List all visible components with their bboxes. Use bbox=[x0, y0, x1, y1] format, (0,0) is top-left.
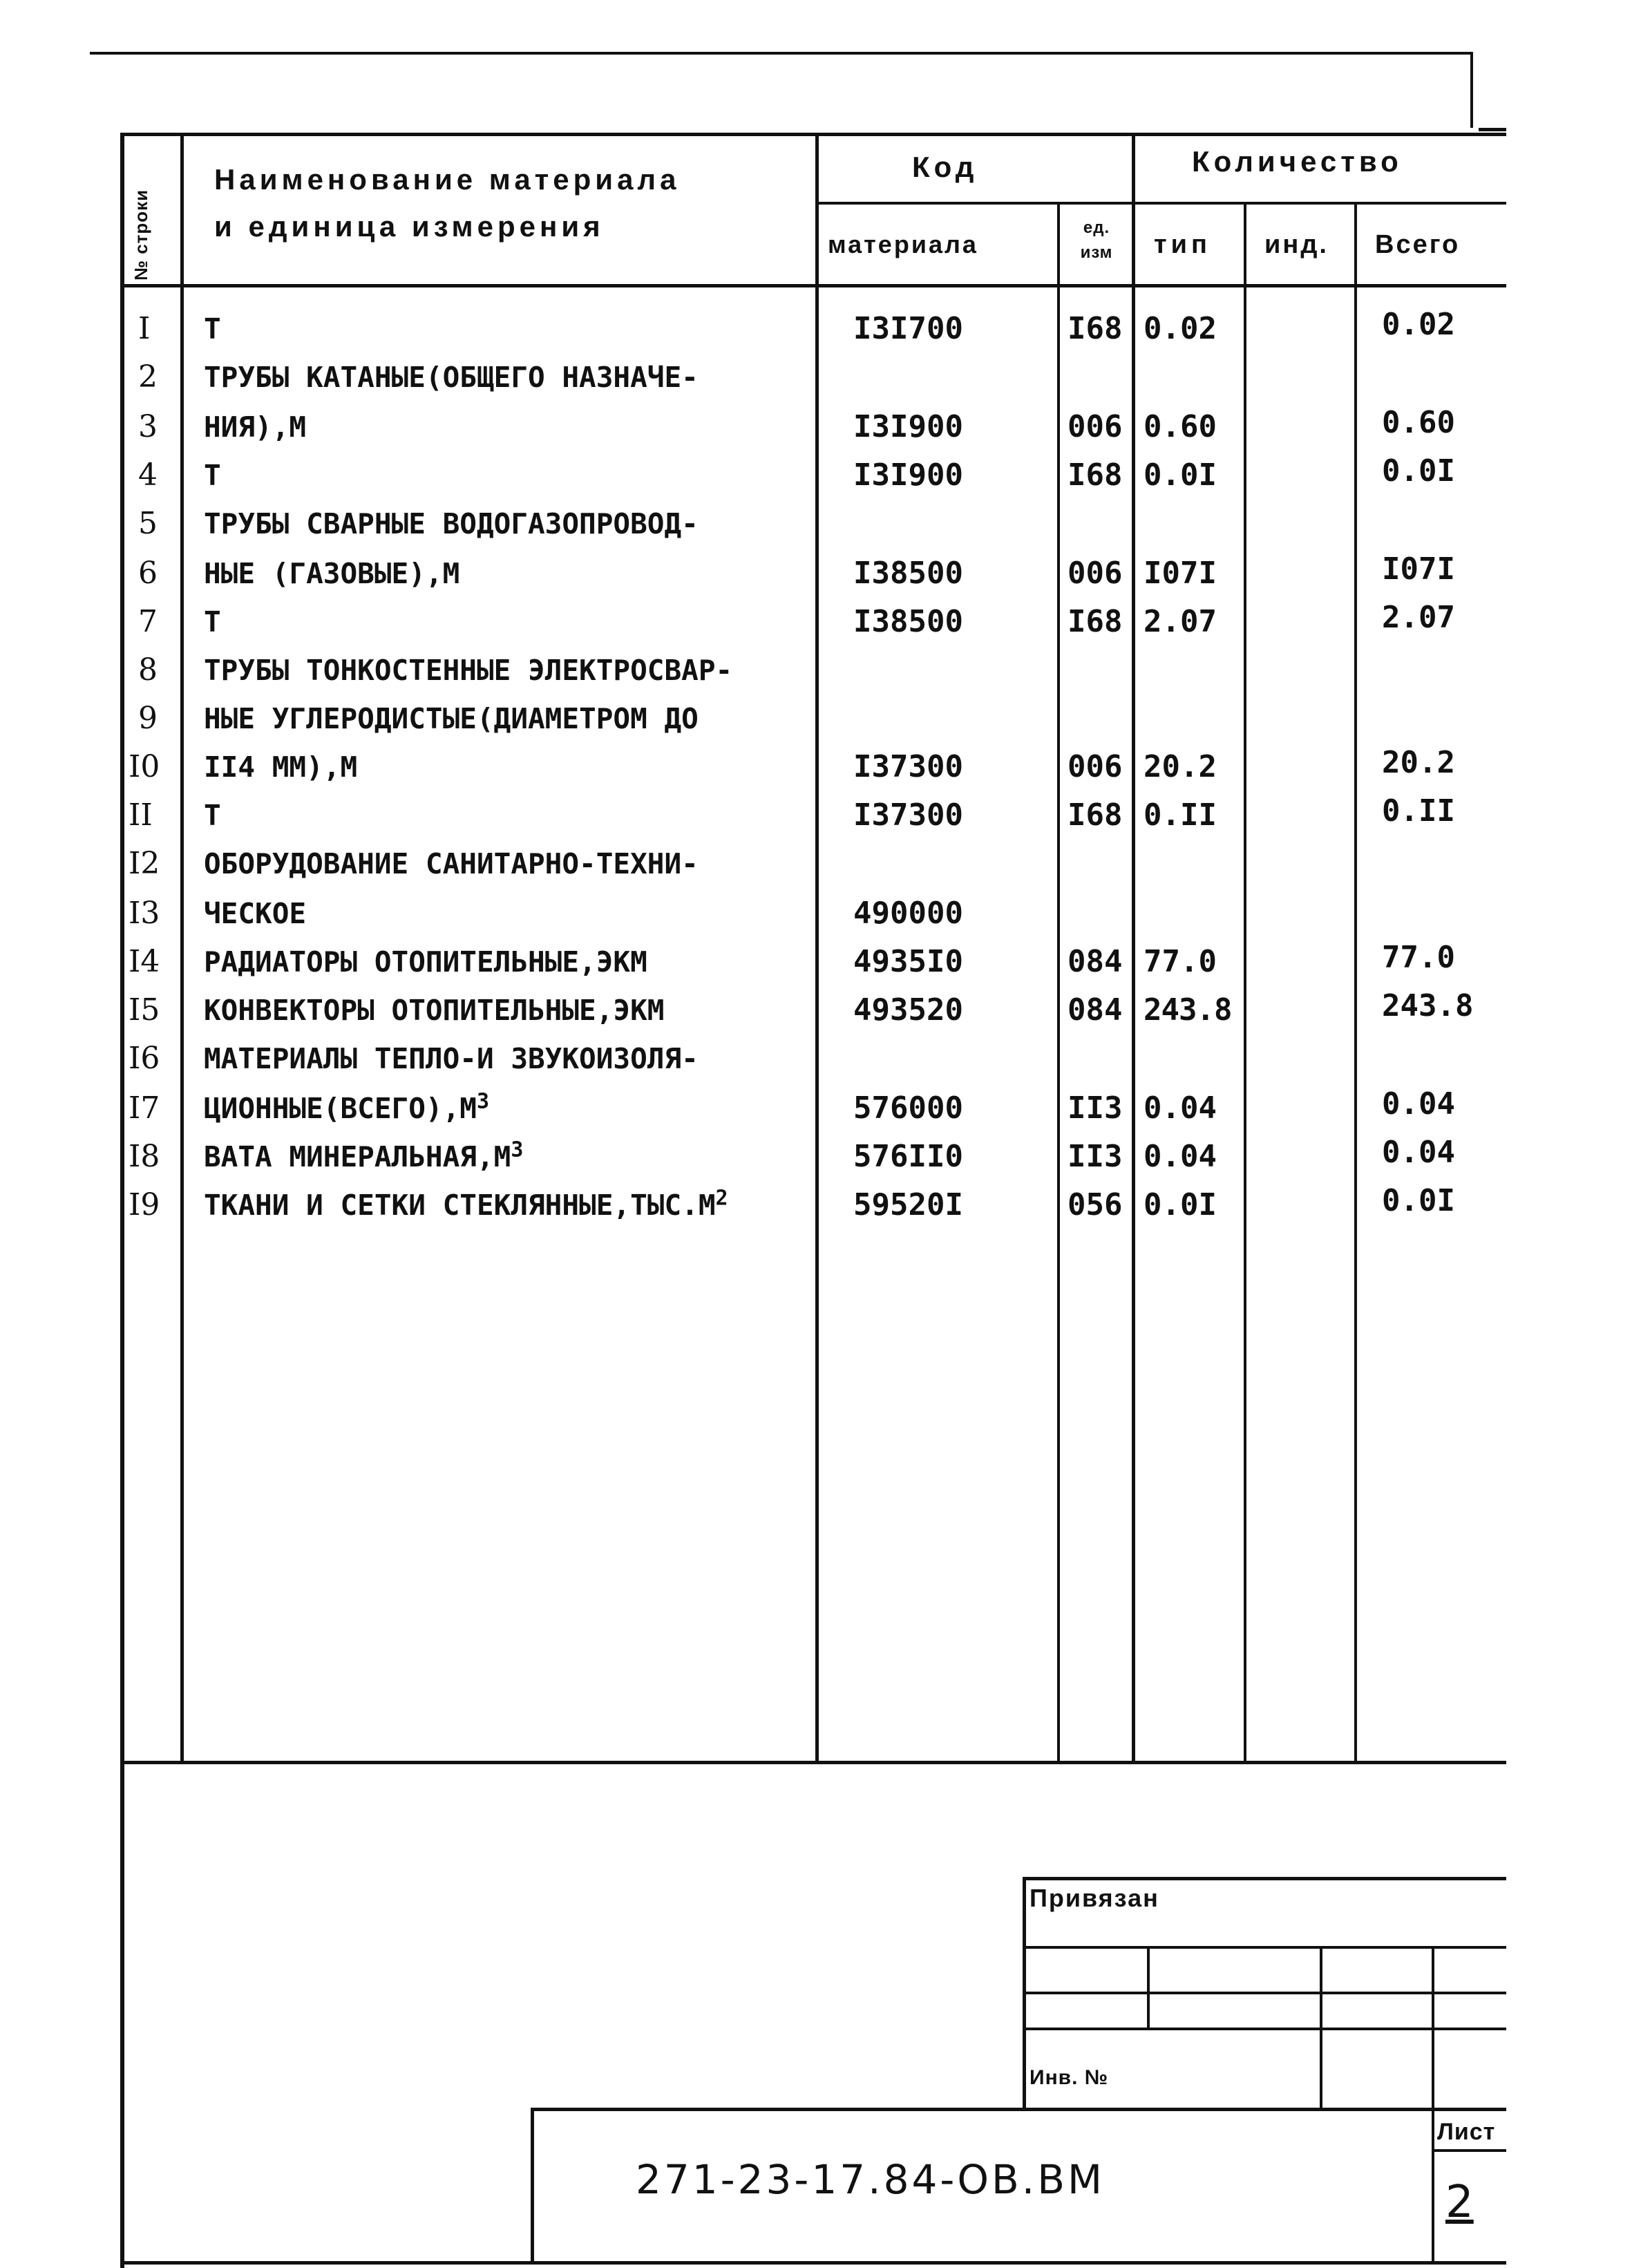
material-code: 4935I0 bbox=[853, 944, 963, 979]
qty-total: 77.0 bbox=[1382, 940, 1455, 975]
unit-code: I68 bbox=[1068, 457, 1123, 493]
material-code: I38500 bbox=[853, 604, 963, 639]
qty-typ: 0.02 bbox=[1144, 311, 1217, 346]
material-name: МАТЕРИАЛЫ ТЕПЛО-И ЗВУКОИЗОЛЯ- bbox=[204, 1042, 699, 1075]
row-number: I2 bbox=[129, 846, 160, 881]
material-name: НЫЕ (ГАЗОВЫЕ),М bbox=[204, 557, 460, 590]
unit-code: II3 bbox=[1068, 1090, 1123, 1126]
header-material: материала bbox=[828, 230, 978, 258]
superscript: 2 bbox=[715, 1186, 728, 1211]
header-typ: тип bbox=[1154, 230, 1211, 259]
row-number: I bbox=[138, 311, 151, 346]
row-number: I5 bbox=[129, 992, 160, 1028]
qty-total: 0.II bbox=[1382, 793, 1455, 829]
qty-total: 0.04 bbox=[1382, 1135, 1455, 1170]
material-name: НЫЕ УГЛЕРОДИСТЫЕ(ДИАМЕТРОМ ДО bbox=[204, 702, 699, 735]
header-quantity: Количество bbox=[1192, 145, 1403, 178]
material-name: $ЦИОННЫЕ(ВСЕГО),М^3$ bbox=[204, 1089, 490, 1125]
unit-code: I68 bbox=[1068, 311, 1123, 346]
row-number: 7 bbox=[138, 604, 158, 639]
material-name: ТРУБЫ СВАРНЫЕ ВОДОГАЗОПРОВОД- bbox=[204, 507, 699, 540]
material-name: ТКАНИ И СЕТКИ $СТЕКЛЯННЫЕ,ТЫС.М^2$ bbox=[204, 1186, 728, 1222]
qty-typ: 20.2 bbox=[1144, 749, 1217, 784]
material-name: КОНВЕКТОРЫ ОТОПИТЕЛЬНЫЕ,ЭКМ bbox=[204, 994, 665, 1027]
unit-code: 006 bbox=[1068, 749, 1123, 784]
qty-total: 243.8 bbox=[1382, 988, 1474, 1023]
unit-code: 056 bbox=[1068, 1187, 1123, 1222]
material-code: 490000 bbox=[853, 896, 963, 931]
material-name: ОБОРУДОВАНИЕ САНИТАРНО-ТЕХНИ- bbox=[204, 847, 699, 880]
material-name: ТРУБЫ ТОНКОСТЕННЫЕ ЭЛЕКТРОСВАР- bbox=[204, 654, 733, 687]
sheet-number: 2 bbox=[1445, 2177, 1474, 2228]
sheet-label: Лист bbox=[1437, 2119, 1496, 2145]
row-number: 9 bbox=[138, 701, 158, 736]
document-code: 271-23-17.84-ОВ.ВМ bbox=[636, 2156, 1106, 2203]
stamp-top-line bbox=[1024, 1877, 1506, 1880]
stamp-col-line-1 bbox=[1147, 1946, 1150, 2029]
qty-typ: 0.0I bbox=[1144, 1187, 1217, 1222]
header-name-line1: Наименование материала bbox=[214, 163, 681, 196]
sheet-label-line bbox=[1433, 2149, 1506, 2152]
header-code: Код bbox=[912, 151, 978, 183]
row-number: I6 bbox=[129, 1041, 160, 1076]
header-ind: инд. bbox=[1264, 230, 1329, 259]
row-number: II bbox=[129, 797, 153, 833]
material-name: ТРУБЫ КАТАНЫЕ(ОБЩЕГО НАЗНАЧЕ- bbox=[204, 361, 699, 394]
material-name: НИЯ),М bbox=[204, 410, 307, 444]
material-name: ВАТА $МИНЕРАЛЬНАЯ,М^3$ bbox=[204, 1137, 524, 1173]
qty-typ: 2.07 bbox=[1144, 604, 1217, 639]
row-number: 6 bbox=[138, 556, 158, 591]
attached-label: Привязан bbox=[1030, 1884, 1159, 1912]
qty-total: 0.0I bbox=[1382, 1183, 1455, 1218]
header-unit: ед. изм bbox=[1080, 218, 1113, 262]
material-name: Т bbox=[204, 459, 221, 492]
material-name: II4 ММ),М bbox=[204, 750, 358, 784]
qty-typ: I07I bbox=[1144, 556, 1217, 591]
header-total: Всего bbox=[1375, 230, 1461, 259]
qty-typ: 0.04 bbox=[1144, 1090, 1217, 1126]
qty-typ: 77.0 bbox=[1144, 944, 1217, 979]
qty-total: 20.2 bbox=[1382, 745, 1455, 780]
qty-typ: 0.60 bbox=[1144, 409, 1217, 444]
material-code: I38500 bbox=[853, 556, 963, 591]
unit-code: I68 bbox=[1068, 604, 1123, 639]
qty-typ: 243.8 bbox=[1144, 992, 1232, 1028]
material-name: Т bbox=[204, 799, 221, 832]
material-code: I37300 bbox=[853, 749, 963, 784]
row-number: 2 bbox=[138, 359, 158, 395]
code-box-left-line bbox=[531, 2108, 534, 2264]
row-number: 3 bbox=[138, 409, 158, 444]
row-number: I9 bbox=[129, 1187, 160, 1222]
material-code: I3I900 bbox=[853, 409, 963, 444]
qty-total: 0.04 bbox=[1382, 1086, 1455, 1122]
unit-code: I68 bbox=[1068, 797, 1123, 833]
material-code: 493520 bbox=[853, 992, 963, 1028]
qty-typ: 0.0I bbox=[1144, 457, 1217, 493]
row-number: 8 bbox=[138, 652, 158, 688]
row-number: 5 bbox=[138, 506, 158, 541]
row-number: I0 bbox=[129, 749, 160, 784]
qty-total: 0.02 bbox=[1382, 307, 1455, 342]
material-name: РАДИАТОРЫ ОТОПИТЕЛЬНЫЕ,ЭКМ bbox=[204, 945, 647, 979]
unit-code: II3 bbox=[1068, 1139, 1123, 1174]
stamp-col-line-3 bbox=[1432, 1946, 1434, 2264]
material-code: I37300 bbox=[853, 797, 963, 833]
material-code: I3I700 bbox=[853, 311, 963, 346]
code-box-top-line bbox=[532, 2108, 1506, 2111]
row-number: I4 bbox=[129, 944, 160, 979]
material-code: I3I900 bbox=[853, 457, 963, 493]
qty-total: I07I bbox=[1382, 551, 1455, 587]
header-name-line2: и единица измерения bbox=[214, 210, 605, 243]
header-row-no: № строки bbox=[131, 189, 151, 281]
qty-typ: 0.04 bbox=[1144, 1139, 1217, 1174]
material-name: ЧЕСКОЕ bbox=[204, 897, 307, 930]
material-code: 576000 bbox=[853, 1090, 963, 1126]
row-number: I3 bbox=[129, 896, 160, 931]
qty-typ: 0.II bbox=[1144, 797, 1217, 833]
material-name: Т bbox=[204, 312, 221, 346]
page-bottom-line bbox=[120, 2261, 1506, 2265]
qty-total: 0.60 bbox=[1382, 405, 1455, 440]
row-number: 4 bbox=[138, 457, 158, 493]
material-code: 576II0 bbox=[853, 1139, 963, 1174]
unit-code: 006 bbox=[1068, 409, 1123, 444]
unit-code: 084 bbox=[1068, 992, 1123, 1028]
unit-code: 084 bbox=[1068, 944, 1123, 979]
inventory-number-label: Инв. № bbox=[1030, 2066, 1109, 2089]
superscript: 3 bbox=[511, 1137, 524, 1162]
qty-total: 0.0I bbox=[1382, 453, 1455, 489]
material-name: Т bbox=[204, 605, 221, 639]
row-number: I7 bbox=[129, 1090, 160, 1126]
material-code: 59520I bbox=[853, 1187, 963, 1222]
unit-code: 006 bbox=[1068, 556, 1123, 591]
superscript: 3 bbox=[476, 1089, 490, 1114]
qty-total: 2.07 bbox=[1382, 600, 1455, 635]
stamp-col-line-2 bbox=[1320, 1946, 1322, 2109]
row-number: I8 bbox=[129, 1139, 160, 1174]
